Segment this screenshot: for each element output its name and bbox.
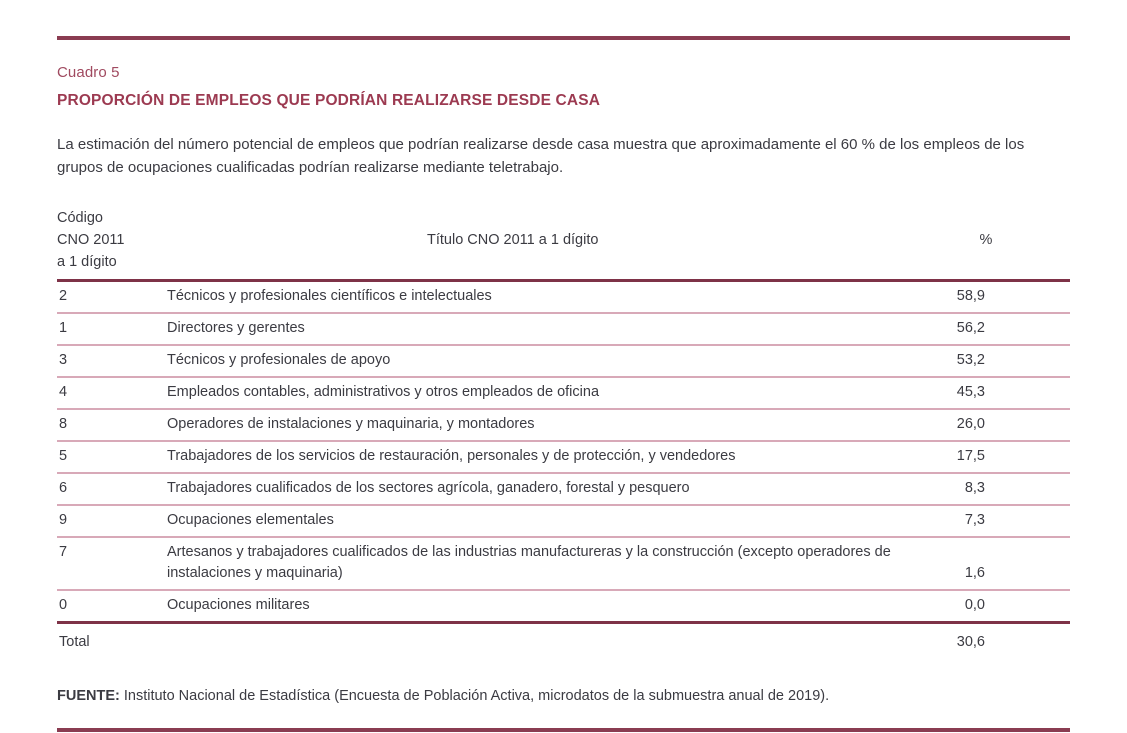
source-text: Instituto Nacional de Estadística (Encuesta de Población Activa, microdatos de la submuestra anual de 2019). [119, 688, 830, 704]
row-value: 26,0 [956, 416, 985, 432]
row-label: Ocupaciones elementales [167, 512, 334, 528]
row-code: 8 [59, 416, 68, 432]
row-code: 4 [59, 384, 68, 400]
table-row [57, 591, 1070, 621]
row-value: 53,2 [956, 352, 985, 368]
row-code: 2 [59, 288, 68, 304]
column-header-code [57, 207, 167, 273]
figure-content [57, 36, 1070, 732]
row-label: Trabajadores de los servicios de restauración, personales y de protección, y vendedores [167, 448, 736, 464]
row-code: 6 [59, 480, 68, 496]
source-note [57, 686, 1070, 706]
table-row [57, 410, 1070, 440]
table-row [57, 314, 1070, 344]
row-label: Directores y gerentes [167, 320, 305, 336]
row-code: 5 [59, 448, 68, 464]
table-row [57, 474, 1070, 504]
total-label: Total [59, 634, 90, 650]
column-header-percent: % [979, 232, 993, 248]
table-row [57, 506, 1070, 536]
column-header-code-line1: Código [57, 210, 103, 226]
row-label: Operadores de instalaciones y maquinaria, y montadores [167, 416, 535, 432]
row-label: Técnicos y profesionales de apoyo [167, 352, 391, 368]
table-row [57, 378, 1070, 408]
row-label: Trabajadores cualificados de los sectores agrícola, ganadero, forestal y pesquero [167, 480, 690, 496]
bottom-rule-wrap [57, 728, 1070, 732]
total-spacer [167, 624, 920, 638]
top-rule [57, 36, 1070, 40]
bottom-rule [57, 728, 1070, 732]
row-label: Empleados contables, administrativos y otros empleados de oficina [167, 384, 600, 400]
row-value: 17,5 [956, 448, 985, 464]
row-value: 7,3 [964, 512, 985, 528]
table-total-row [57, 624, 1070, 659]
row-code: 1 [59, 320, 68, 336]
row-value: 1,6 [964, 565, 985, 581]
row-label: Ocupaciones militares [167, 597, 310, 613]
data-table [57, 207, 1070, 659]
row-value: 56,2 [956, 320, 985, 336]
figure-intro: La estimación del número potencial de empleos que podrían realizarse desde casa muestra que aproximadamente el 60 % de los empleos de los grupos de ocupaciones cualificadas podrían realizarse mediante teletrabajo. [57, 136, 1025, 176]
row-value: 0,0 [964, 597, 985, 613]
row-value: 45,3 [956, 384, 985, 400]
table-row [57, 282, 1070, 312]
column-header-code-line2: CNO 2011 [57, 232, 125, 248]
table-header-row [57, 207, 1070, 279]
row-label: Artesanos y trabajadores cualificados de las industrias manufactureras y la construcción (excepto operadores de instalaciones y maquinaria) [167, 544, 891, 581]
row-code: 0 [59, 597, 68, 613]
row-code: 9 [59, 512, 68, 528]
row-code: 3 [59, 352, 68, 368]
column-header-code-line3: a 1 dígito [57, 254, 117, 270]
row-value: 8,3 [964, 480, 985, 496]
source-prefix: FUENTE: [57, 688, 120, 704]
figure-title: PROPORCIÓN DE EMPLEOS QUE PODRÍAN REALIZARSE DESDE CASA [57, 92, 601, 109]
table-row [57, 538, 1070, 589]
table-row [57, 346, 1070, 376]
total-value: 30,6 [956, 634, 985, 650]
figure-kicker: Cuadro 5 [57, 64, 120, 81]
row-label: Técnicos y profesionales científicos e intelectuales [167, 288, 492, 304]
column-header-title: Título CNO 2011 a 1 dígito [427, 232, 599, 248]
table-row [57, 442, 1070, 472]
row-code: 7 [59, 544, 68, 560]
row-value: 58,9 [956, 288, 985, 304]
